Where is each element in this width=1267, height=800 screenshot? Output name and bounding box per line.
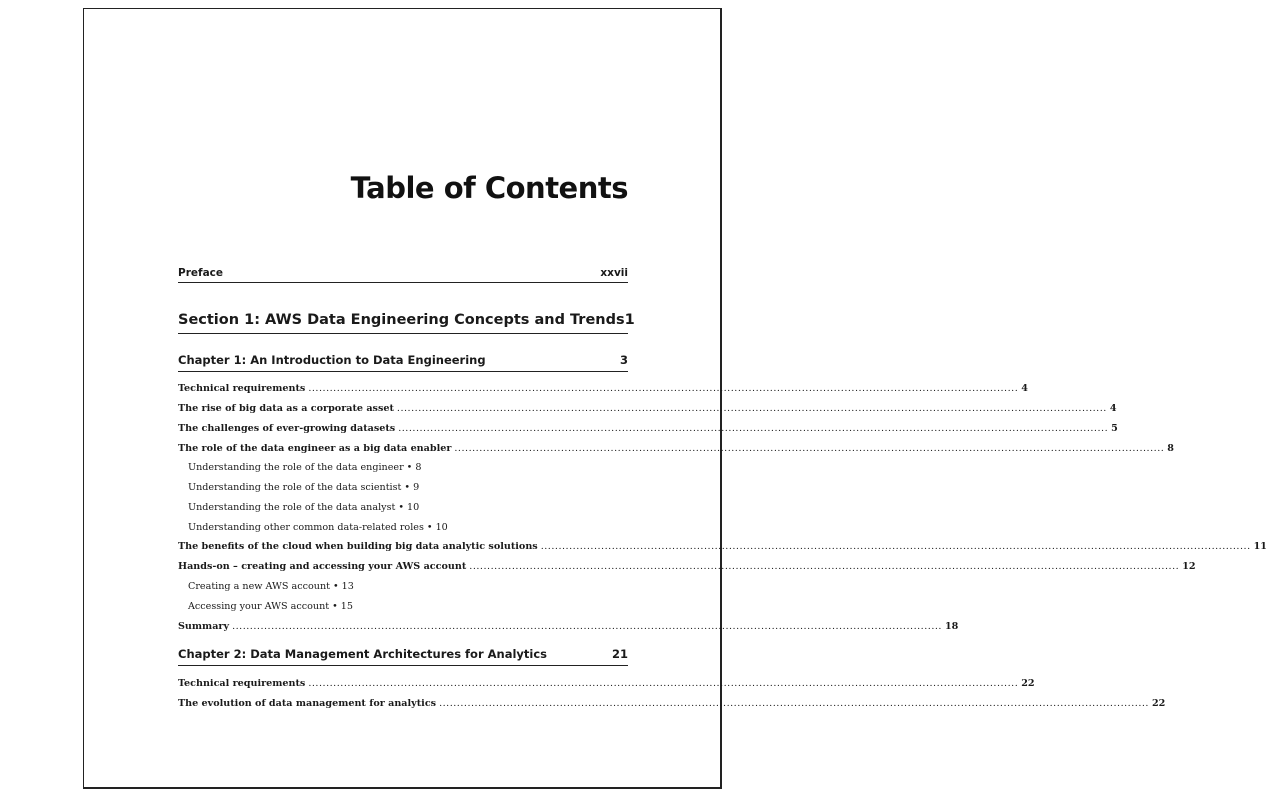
toc-subentry[interactable]: Understanding other common data-related roles • 10 [188,522,448,533]
bullet-icon: • [404,482,411,493]
toc-entry[interactable]: Summary ........................................................................................................................................................................................................ 18 [178,621,959,632]
bullet-icon: • [398,502,405,513]
dot-leader: ........................................................................................................................................................................................................ [396,403,1107,414]
toc-chapter-1[interactable] [178,353,628,372]
page-title: Table of Contents [350,171,628,205]
toc-label: Preface [178,267,223,279]
dot-leader: ........................................................................................................................................................................................................ [398,423,1109,434]
bullet-icon: • [332,601,338,612]
toc-subentry[interactable]: Accessing your AWS account • 15 [188,601,354,612]
toc-page-number: 21 [611,647,628,661]
toc-label: Chapter 2: Data Management Architectures for Analytics [178,647,548,661]
toc-entry[interactable]: Technical requirements ........................................................................................................................................................................................................ 22 [178,678,1035,689]
toc-label: Section 1: AWS Data Engineering Concepts and Trends [178,312,625,328]
toc-entry[interactable]: The evolution of data management for analytics ........................................................................................................................................................................................................ 22 [178,698,1166,709]
toc-subentry[interactable]: Understanding the role of the data scientist • 9 [188,482,420,493]
toc-entry[interactable]: The challenges of ever-growing datasets ........................................................................................................................................................................................................ 5 [178,423,1118,434]
dot-leader: ........................................................................................................................................................................................................ [469,561,1180,572]
bullet-icon: • [426,522,433,533]
dot-leader: ........................................................................................................................................................................................................ [232,621,942,632]
toc-subentry[interactable]: Understanding the role of the data engineer • 8 [188,462,422,473]
dot-leader: ........................................................................................................................................................................................................ [308,383,1019,394]
dot-leader: ........................................................................................................................................................................................................ [439,698,1149,709]
toc-entry[interactable]: Technical requirements ........................................................................................................................................................................................................ 4 [178,383,1028,394]
bullet-icon: • [406,462,413,473]
toc-subentry[interactable]: Understanding the role of the data analyst • 10 [188,502,420,513]
toc-preface[interactable] [178,267,628,283]
dot-leader: ........................................................................................................................................................................................................ [308,678,1019,689]
toc-page-number: 3 [619,353,628,367]
toc-entry[interactable]: Hands-on – creating and accessing your AWS account ........................................................................................................................................................................................................ 12 [178,561,1196,572]
bullet-icon: • [332,581,339,592]
toc-entry[interactable]: The benefits of the cloud when building big data analytic solutions ........................................................................................................................................................................................................ 11 [178,541,1267,552]
toc-entry[interactable]: The rise of big data as a corporate asset ........................................................................................................................................................................................................ 4 [178,403,1117,414]
toc-page-number: 1 [624,312,635,328]
toc-page-number: xxvii [600,267,628,279]
toc-page [83,8,1267,789]
toc-chapter-2[interactable] [178,647,628,666]
toc-label: Chapter 1: An Introduction to Data Engineering [178,353,486,367]
toc-section-1[interactable] [178,312,635,334]
dot-leader: ........................................................................................................................................................................................................ [454,443,1165,454]
toc-entry[interactable]: The role of the data engineer as a big data enabler ........................................................................................................................................................................................................ 8 [178,443,1174,454]
dot-leader: ........................................................................................................................................................................................................ [540,541,1251,552]
toc-subentry[interactable]: Creating a new AWS account • 13 [188,581,354,592]
